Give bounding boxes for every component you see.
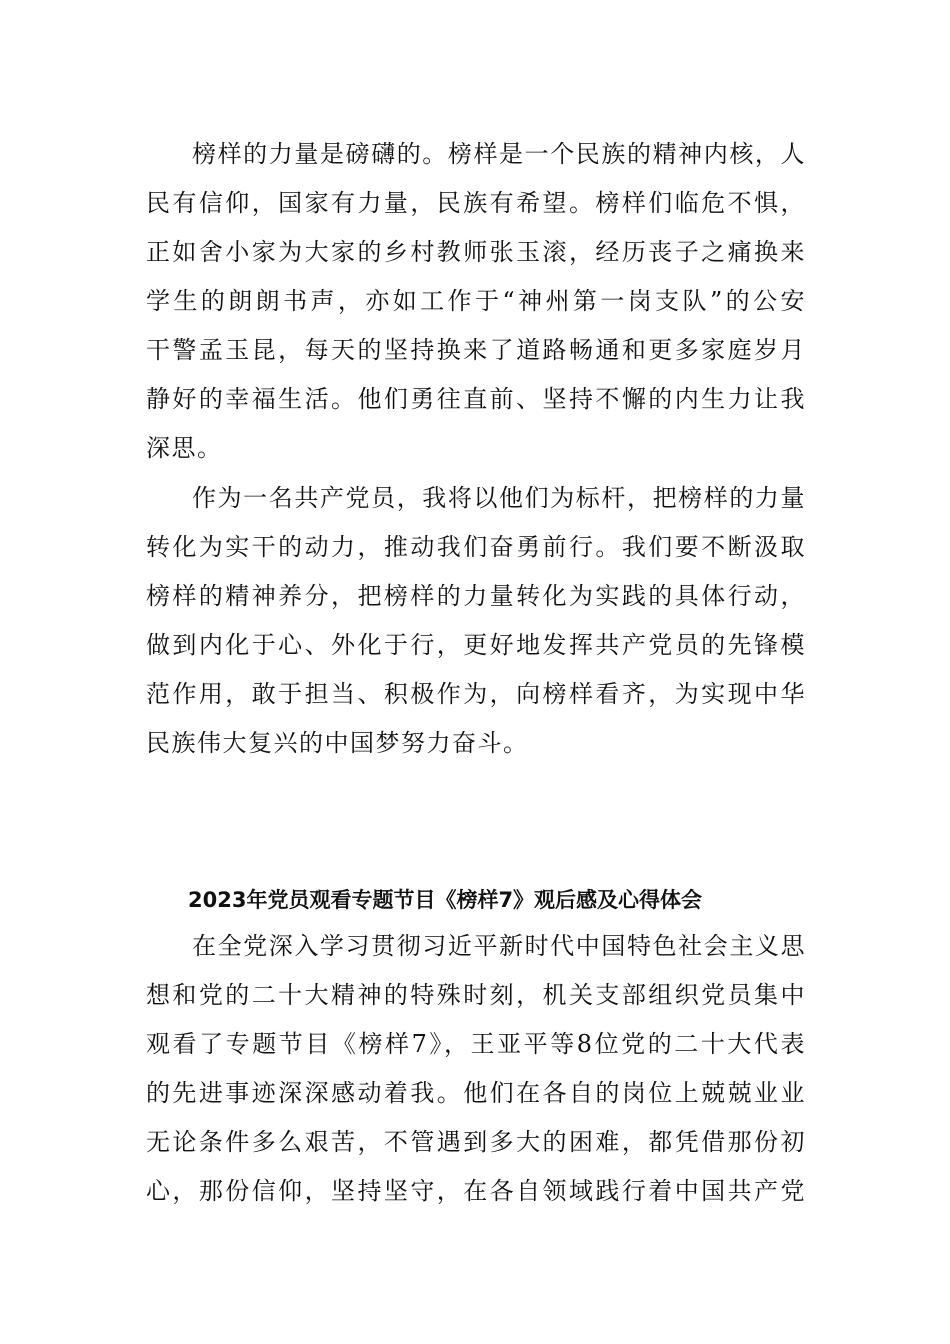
paragraph-line: 做到内化于心、外化于行，更好地发挥共产党员的先锋模 [146, 631, 806, 659]
paragraph-line: 民族伟大复兴的中国梦努力奋斗。 [146, 729, 529, 757]
paragraph-line: 转化为实干的动力，推动我们奋勇前行。我们要不断汲取 [146, 533, 806, 561]
paragraph-line: 学生的朗朗书声，亦如工作于“神州第一岗支队”的公安 [146, 287, 806, 315]
paragraph-line: 心，那份信仰，坚持坚守，在各自领域践行着中国共产党 [146, 1177, 806, 1205]
paragraph-line: 无论条件多么艰苦，不管遇到多大的困难，都凭借那份初 [146, 1128, 806, 1156]
paragraph-line: 想和党的二十大精神的特殊时刻，机关支部组织党员集中 [146, 981, 806, 1009]
article-title: 2023年党员观看专题节目《榜样7》观后感及心得体会 [188, 888, 703, 912]
paragraph-line: 观看了专题节目《榜样7》，王亚平等8位党的二十大代表 [146, 1030, 806, 1058]
paragraph-line: 干警孟玉昆，每天的坚持换来了道路畅通和更多家庭岁月 [146, 336, 806, 364]
paragraph-line: 在全党深入学习贯彻习近平新时代中国特色社会主义思 [192, 932, 806, 960]
paragraph-line: 民有信仰，国家有力量，民族有希望。榜样们临危不惧， [146, 189, 806, 217]
paragraph-1 [146, 130, 806, 473]
paragraph-line: 静好的幸福生活。他们勇往直前、坚持不懈的内生力让我 [146, 385, 806, 413]
paragraph-line: 范作用，敢于担当、积极作为，向榜样看齐，为实现中华 [146, 680, 806, 708]
paragraph-line: 榜样的精神养分，把榜样的力量转化为实践的具体行动， [146, 582, 806, 610]
paragraph-line: 榜样的力量是磅礴的。榜样是一个民族的精神内核，人 [192, 140, 806, 168]
paragraph-line: 深思。 [146, 434, 223, 462]
paragraph-line: 作为一名共产党员，我将以他们为标杆，把榜样的力量 [192, 484, 806, 512]
article-body [146, 922, 806, 1216]
paragraph-line: 的先进事迹深深感动着我。他们在各自的岗位上兢兢业业 [146, 1079, 806, 1107]
paragraph-line: 正如舍小家为大家的乡村教师张玉滚，经历丧子之痛换来 [146, 238, 806, 266]
paragraph-2 [146, 474, 806, 768]
